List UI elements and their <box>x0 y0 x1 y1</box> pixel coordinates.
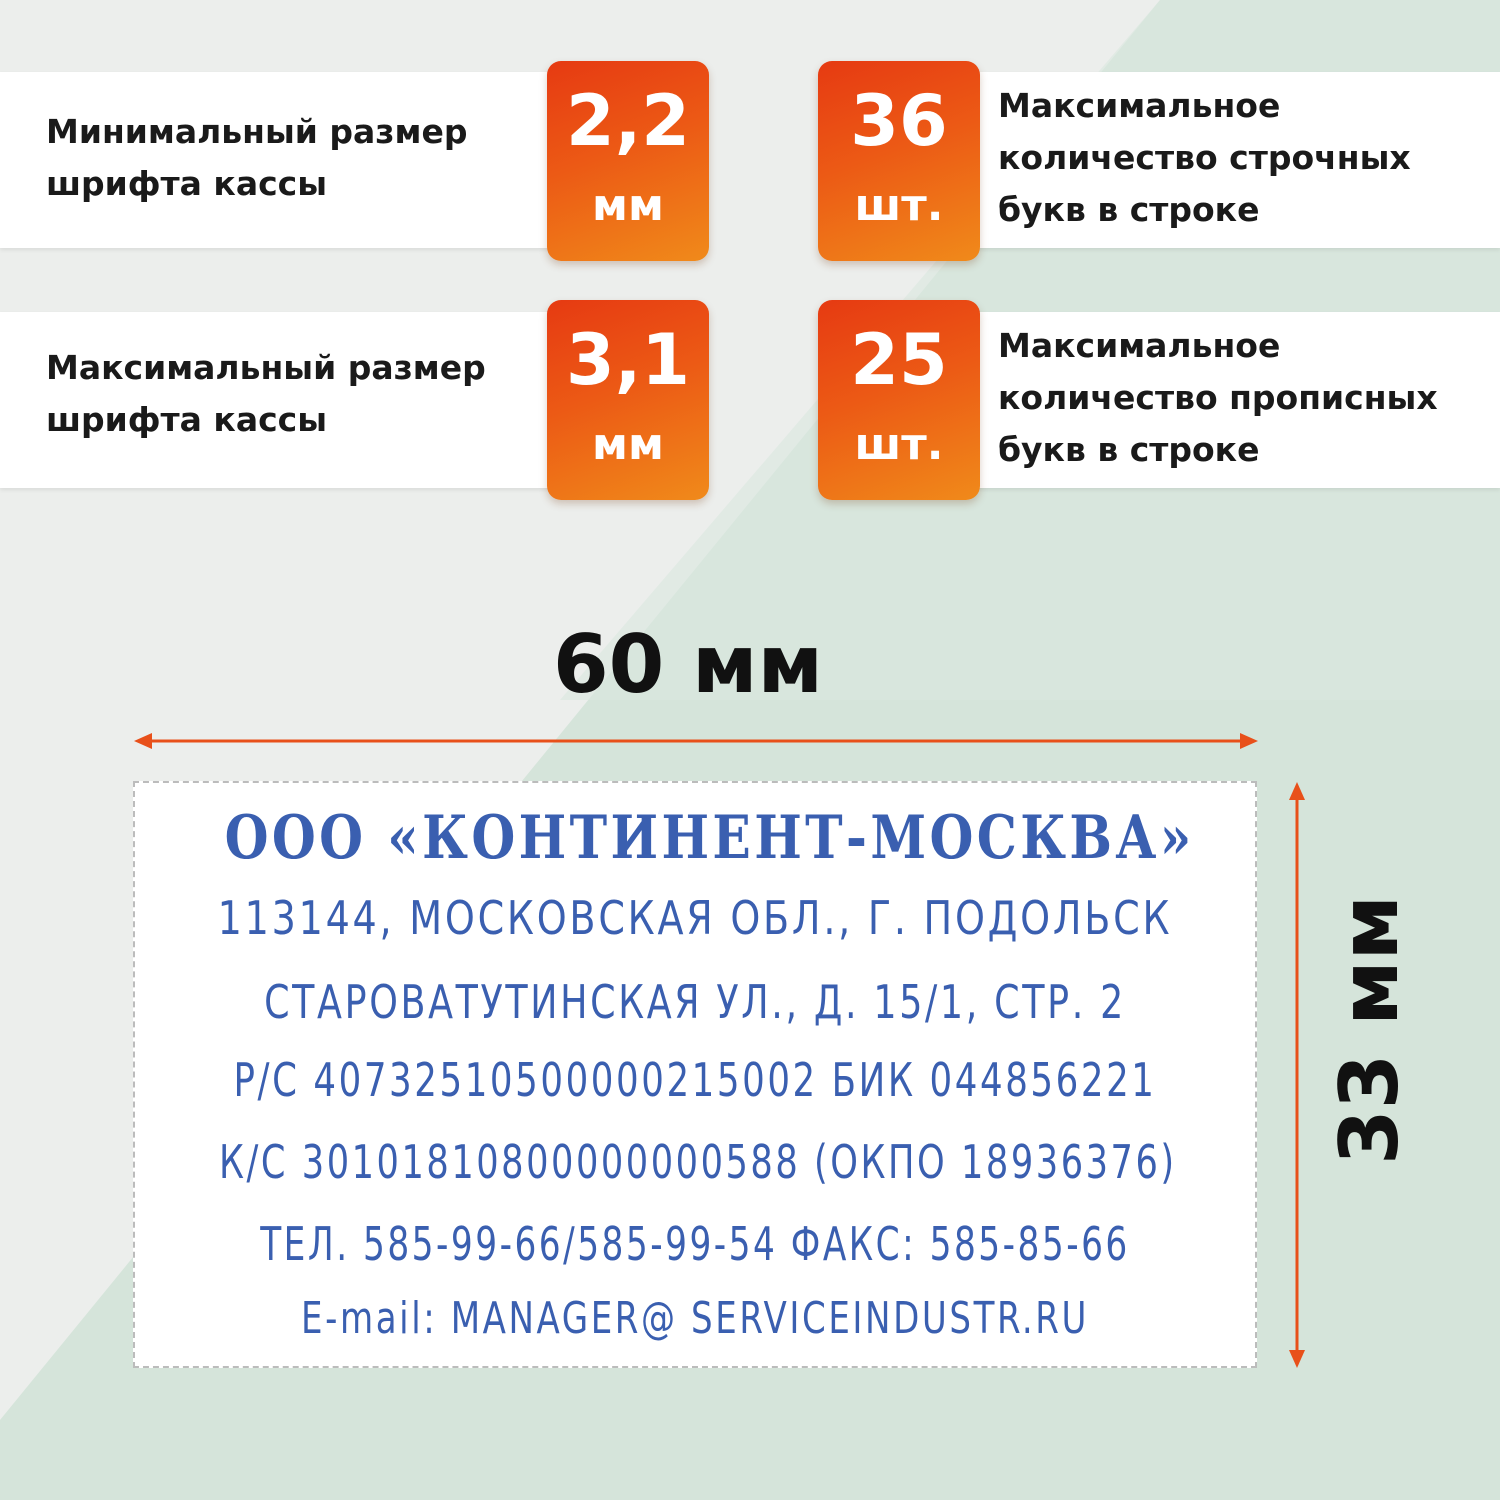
stamp-line-address-2: СТАРОВАТУТИНСКАЯ УЛ., Д. 15/1, СТР. 2 <box>264 975 1126 1029</box>
height-arrow-icon <box>1289 782 1305 1368</box>
stamp-line-corr-account: К/С 30101810800000000588 (ОКПО 18936376) <box>219 1135 1177 1189</box>
badge-value: 25 <box>850 319 948 401</box>
badge-unit: шт. <box>854 419 944 470</box>
spec-label-max-font: Максимальный размер шрифта кассы <box>46 348 486 439</box>
stamp-imprint <box>133 781 1257 1368</box>
spec-label-min-font: Минимальный размер шрифта кассы <box>46 112 468 203</box>
badge-value: 2,2 <box>565 80 690 162</box>
badge-unit: шт. <box>854 180 944 231</box>
badge-unit: мм <box>592 180 664 231</box>
stamp-line-address-1: 113144, МОСКОВСКАЯ ОБЛ., Г. ПОДОЛЬСК <box>217 891 1173 945</box>
badge-value: 36 <box>850 80 948 162</box>
width-dimension-label: 60 мм <box>553 618 823 711</box>
height-dimension-label: 33 мм <box>1323 895 1416 1165</box>
badge-value: 3,1 <box>565 319 690 401</box>
stamp-line-account: Р/С 40732510500000215002 БИК 044856221 <box>233 1053 1157 1107</box>
spec-label-lowercase: Максимальное количество строчных букв в строке <box>998 86 1411 229</box>
stamp-line-company: ООО «КОНТИНЕНТ-МОСКВА» <box>224 803 1195 873</box>
width-arrow-icon <box>134 733 1258 749</box>
spec-label-uppercase: Максимальное количество прописных букв в строке <box>998 326 1438 469</box>
badge-unit: мм <box>592 419 664 470</box>
stamp-line-phone: ТЕЛ. 585-99-66/585-99-54 ФАКС: 585-85-66 <box>260 1217 1130 1271</box>
stamp-line-email: E-mail: MANAGER@ SERVICEINDUSTR.RU <box>301 1293 1089 1344</box>
